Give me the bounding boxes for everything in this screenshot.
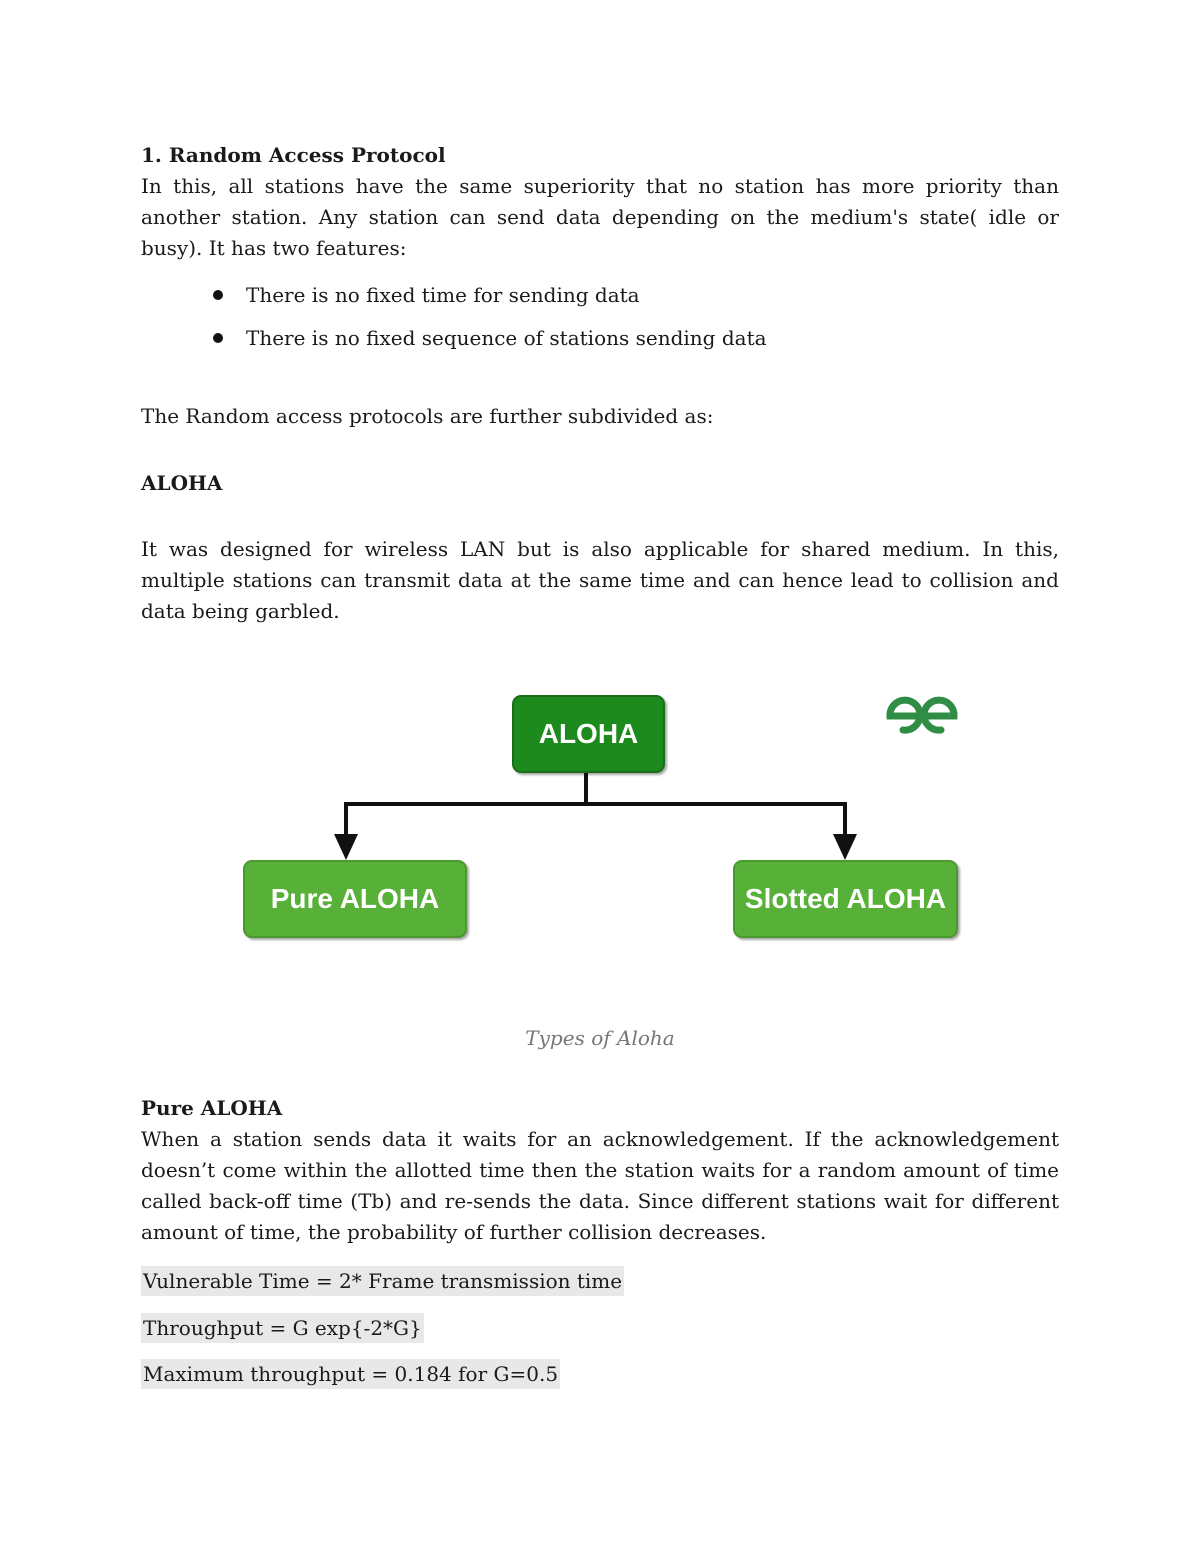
subdivided-paragraph: The Random access protocols are further subdivided as: [141,404,714,428]
max-throughput-formula: Maximum throughput = 0.184 for G=0.5 [141,1359,560,1389]
connector-lines [346,769,846,838]
vulnerable-time-formula: Vulnerable Time = 2* Frame transmission time [141,1266,624,1296]
intro-paragraph: In this, all stations have the same superiority that no station has more priority than another station. Any station can send data depending on the medium's state( idle or busy). It has two features: [141,174,1059,260]
pure-aloha-heading: Pure ALOHA [141,1096,283,1120]
figure-caption: Types of Aloha [525,1026,675,1050]
aloha-heading: ALOHA [141,471,223,495]
slotted-aloha-node: Slotted ALOHA [733,860,958,938]
right-arrowhead [833,834,857,860]
aloha-root-node: ALOHA [512,695,665,773]
list-item: There is no fixed sequence of stations sending data [141,323,767,353]
aloha-paragraph: It was designed for wireless LAN but is also applicable for shared medium. In this, multiple stations can transmit data at the same time and can hence lead to collision and data being garbled. [141,537,1059,623]
feature-list [141,280,767,366]
pure-aloha-node: Pure ALOHA [243,860,467,938]
list-item: There is no fixed time for sending data [141,280,767,310]
left-arrowhead [334,834,358,860]
pure-aloha-paragraph: When a station sends data it waits for an acknowledgement. If the acknowledgement doesn’t come within the allotted time then the station waits for a random amount of time called back-off time (Tb) and re-sends the data. Since different stations wait for different amount of time, the probability of further collision decreases. [141,1127,1059,1244]
throughput-formula: Throughput = G exp{-2*G} [141,1313,424,1343]
geeksforgeeks-logo-icon [890,700,954,730]
section-heading: 1. Random Access Protocol [141,143,446,167]
